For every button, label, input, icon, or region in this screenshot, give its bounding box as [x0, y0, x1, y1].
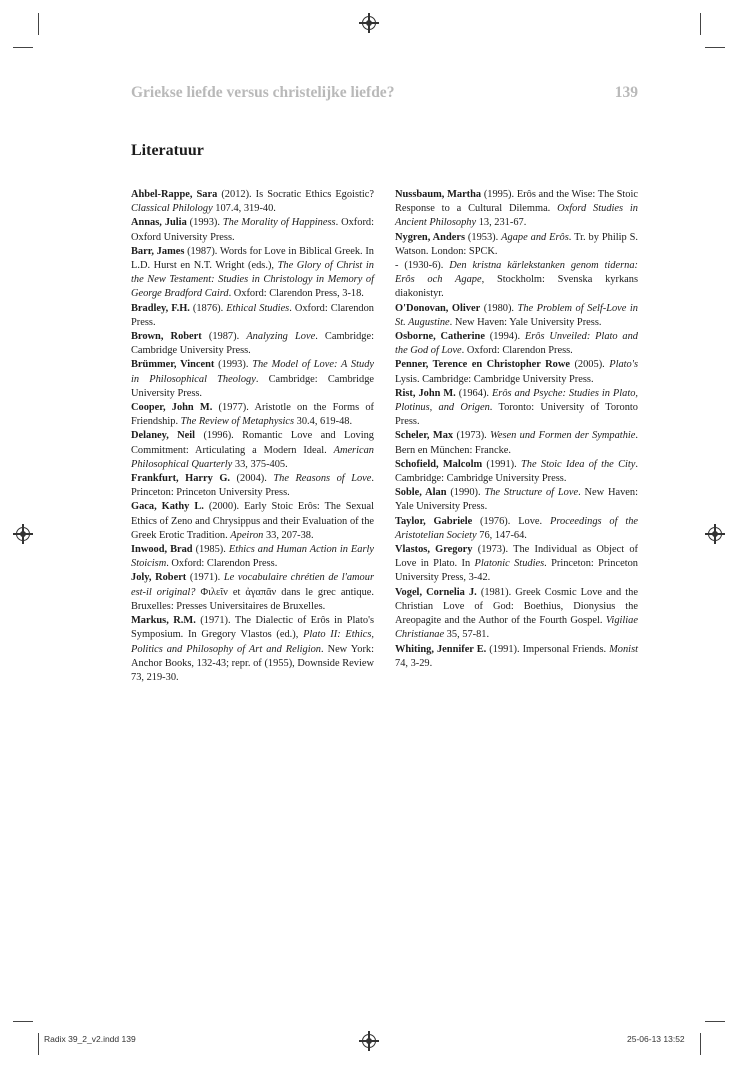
entry-details: (2012). Is Socratic Ethics Egoistic?	[217, 189, 374, 200]
entry-author: Brown, Robert	[131, 331, 202, 343]
bibliography-entry	[395, 515, 638, 543]
entry-author: Schofield, Malcolm	[395, 458, 483, 470]
crop-mark	[705, 1021, 725, 1022]
entry-publication: . Princeton: Princeton University Press, 3-42.	[395, 558, 638, 584]
bibliography-entry	[131, 472, 374, 500]
entry-author: Brümmer, Vincent	[131, 359, 215, 371]
entry-details: (1993).	[214, 359, 253, 371]
entry-author: Gaca, Kathy L.	[131, 501, 204, 513]
bibliography-entry	[131, 543, 374, 571]
bibliography-entry	[395, 231, 638, 259]
entry-author: Frankfurt, Harry G.	[131, 473, 231, 485]
entry-title: The Model of Love: A Study in Philosophical Theology	[131, 359, 375, 385]
entry-author: Nussbaum, Martha	[395, 189, 482, 200]
entry-publication: 35, 57-81.	[444, 629, 490, 641]
bibliography-entry	[131, 245, 374, 302]
bibliography-entry	[131, 429, 374, 472]
bibliography-entry	[395, 458, 638, 486]
entry-author: Nygren, Anders	[395, 231, 465, 243]
entry-title: American Philosophical Quarterly	[131, 444, 374, 470]
entry-publication: . Cambridge: Cambridge University Press.	[395, 458, 638, 485]
entry-author: Cooper, John M.	[131, 402, 213, 414]
bibliography-left-column	[131, 188, 374, 685]
entry-publication: 74, 3-29.	[395, 657, 433, 669]
entry-details: - (1930-6).	[395, 260, 450, 272]
entry-publication: . Bern en München: Francke.	[395, 430, 638, 456]
entry-publication: 107.4, 319-40.	[212, 203, 276, 215]
entry-title: Monist	[609, 643, 639, 655]
bibliography-entry	[131, 401, 374, 429]
crop-mark	[13, 47, 33, 48]
entry-publication: . Oxford: Clarendon Press.	[166, 558, 278, 570]
bibliography-entry	[131, 188, 374, 216]
section-title: Literatuur	[131, 142, 204, 159]
entry-details: (1993).	[186, 217, 223, 229]
crop-mark	[13, 1021, 33, 1022]
crop-mark	[700, 13, 701, 35]
entry-details: (1977). Aristotle on the Forms of Friendship.	[131, 402, 374, 428]
running-head-title: Griekse liefde versus christelijke liefde?	[131, 84, 395, 101]
bibliography-entry	[395, 188, 638, 231]
entry-title: Analyzing Love	[246, 331, 316, 343]
entry-details: (1980).	[480, 302, 518, 314]
entry-details: (1964).	[455, 387, 492, 399]
entry-author: Whiting, Jennifer E.	[395, 643, 487, 655]
entry-title: Plato II: Ethics, Politics and Philosophy of Art and Religion	[131, 629, 374, 655]
entry-author: Delaney, Neil	[131, 430, 196, 442]
slug-filename: Radix 39_2_v2.indd 139	[44, 1034, 136, 1044]
entry-publication: Φιλεῖν et ἀγαπᾶν dans le grec antique. Bruxelles: Presses Universitaires de Bruxelles.	[131, 586, 374, 612]
entry-details: (1971).	[186, 572, 224, 584]
entry-author: Bradley, F.H.	[131, 302, 190, 314]
entry-publication: . New Haven: Yale University Press.	[395, 487, 638, 513]
entry-title: The Morality of Happiness	[222, 217, 336, 229]
entry-author: Annas, Julia	[131, 217, 187, 229]
entry-author: Joly, Robert	[131, 572, 187, 584]
entry-author: Inwood, Brad	[131, 544, 193, 556]
bibliography-entry	[395, 387, 638, 430]
page-number: 139	[614, 84, 638, 101]
entry-publication: 33, 207-38.	[263, 529, 314, 541]
entry-author: Taylor, Gabriele	[395, 515, 473, 527]
entry-author: Penner, Terence en Christopher Rowe	[395, 359, 570, 371]
entry-details: (1953).	[465, 231, 502, 243]
entry-publication: . Oxford: Clarendon Press.	[461, 345, 573, 357]
entry-details: (2005).	[569, 359, 610, 371]
bibliography-entry	[395, 429, 638, 457]
entry-author: Vogel, Cornelia J.	[395, 586, 477, 598]
entry-title: The Structure of Love	[484, 487, 579, 499]
entry-author: Rist, John M.	[395, 387, 456, 399]
crop-mark	[700, 1033, 701, 1055]
entry-publication: . Cambridge: Cambridge University Press.	[131, 331, 374, 357]
entry-title: Den kristna kärlekstanken genom tiderna: Erôs och Agape	[395, 260, 638, 286]
entry-author: Markus, R.M.	[131, 615, 196, 627]
entry-title: Erôs Unveiled: Plato and the God of Love	[395, 331, 638, 357]
entry-title: Erôs and Psyche: Studies in Plato, Plotinus, and Origen	[395, 387, 638, 414]
bibliography-entry	[395, 259, 638, 302]
entry-publication: 30.4, 619-48.	[294, 416, 353, 428]
entry-author: Vlastos, Gregory	[395, 544, 473, 556]
entry-details: (1991). Impersonal Friends.	[486, 643, 610, 655]
entry-title: Platonic Studies	[474, 558, 545, 570]
entry-details: (1987). Words for Love in Biblical Greek. In L.D. Hurst en N.T. Wright (eds.),	[131, 245, 374, 272]
entry-details: (1990).	[446, 487, 485, 499]
registration-mark-icon	[16, 527, 30, 541]
entry-details: (2000). Early Stoic Erôs: The Sexual Ethics of Zeno and Chrysippus and their Evaluation of the Greek Erotic Tradition.	[131, 501, 374, 541]
entry-publication: 13, 231-67.	[476, 217, 527, 229]
entry-publication: 76, 147-64.	[476, 529, 527, 541]
entry-publication: . New York: Anchor Books, 132-43; repr. of (1955), Downside Review 73, 219-30.	[131, 643, 374, 683]
bibliography-right-column	[395, 188, 638, 671]
running-head	[131, 84, 638, 106]
registration-mark-icon	[362, 16, 376, 30]
entry-title: The Glory of Christ in the New Testament: Studies in Christology in Memory of George Bradford Caird	[131, 260, 374, 300]
entry-title: The Reasons of Love	[273, 473, 372, 485]
entry-title: The Review of Metaphysics	[180, 416, 295, 428]
entry-author: O'Donovan, Oliver	[395, 302, 481, 314]
entry-details: (1973). The Individual as Object of Love in Plato. In	[395, 544, 638, 570]
entry-details: (1987).	[201, 331, 247, 343]
entry-details: (1994).	[484, 331, 525, 343]
bibliography-entry	[395, 543, 638, 586]
entry-publication: . Oxford: Clarendon Press, 3-18.	[228, 288, 364, 300]
entry-details: (1981). Greek Cosmic Love and the Christian Love of God: Boethius, Dionysius the Areopagite and the Author of the Fourth Gospel.	[395, 586, 638, 627]
entry-publication: . Oxford: Oxford University Press.	[131, 217, 374, 243]
entry-details: (1976). Love.	[472, 515, 550, 527]
bibliography-entry	[395, 330, 638, 358]
crop-mark	[38, 13, 39, 35]
entry-publication: Lysis. Cambridge: Cambridge University Press.	[395, 373, 594, 385]
entry-publication: 33, 375-405.	[232, 458, 288, 470]
bibliography-entry	[131, 571, 374, 614]
entry-title: The Problem of Self-Love in St. Augustine	[395, 302, 638, 328]
entry-details: (1991).	[482, 458, 522, 470]
entry-author: Osborne, Catherine	[395, 331, 485, 343]
registration-mark-icon	[708, 527, 722, 541]
entry-details: (1876).	[189, 302, 227, 314]
entry-title: The Stoic Idea of the City	[521, 458, 636, 470]
bibliography-entry	[131, 330, 374, 358]
bibliography-entry	[395, 586, 638, 643]
entry-title: Le vocabulaire chrétien de l'amour est-il original?	[131, 572, 374, 598]
entry-publication: . Cambridge: Cambridge University Press.	[131, 373, 374, 399]
registration-mark-icon	[362, 1034, 376, 1048]
entry-title: Apeiron	[230, 529, 264, 541]
entry-title: Ethical Studies	[226, 302, 290, 314]
bibliography-entry	[395, 643, 638, 671]
bibliography-entry	[395, 302, 638, 330]
entry-details: (1996). Romantic Love and Loving Commitment: Articulating a Modern Ideal.	[131, 430, 375, 456]
entry-title: Agape and Erôs	[501, 231, 569, 243]
entry-details: (1995). Erôs and the Wise: The Stoic Response to a Cultural Dilemma.	[395, 189, 638, 215]
entry-details: (2004).	[230, 473, 274, 485]
entry-publication: . New Haven: Yale University Press.	[449, 316, 602, 328]
entry-title: Wesen und Formen der Sympathie	[490, 430, 636, 442]
entry-title: Oxford Studies in Ancient Philosophy	[395, 203, 639, 229]
entry-author: Barr, James	[131, 245, 185, 257]
bibliography-entry	[131, 358, 374, 401]
entry-publication: , Stockholm: Svenska kyrkans diakonistyr.	[395, 274, 638, 300]
entry-details: (1985).	[192, 544, 229, 556]
bibliography-entry	[131, 614, 374, 685]
entry-details: (1973).	[453, 430, 491, 442]
bibliography-entry	[131, 216, 374, 244]
entry-author: Ahbel-Rappe, Sara	[131, 189, 218, 200]
entry-title: Classical Philology	[131, 203, 213, 215]
slug-date: 25-06-13 13:52	[627, 1034, 685, 1044]
entry-details: (1971). The Dialectic of Erôs in Plato's Symposium. In Gregory Vlastos (ed.),	[131, 615, 374, 641]
entry-publication: . Princeton: Princeton University Press.	[131, 473, 374, 499]
entry-title: Proceedings of the Aristotelian Society	[395, 515, 639, 541]
entry-publication: . Toronto: University of Toronto Press.	[395, 402, 638, 428]
bibliography-entry	[131, 302, 374, 330]
entry-author: Soble, Alan	[395, 487, 447, 499]
entry-title: Vigiliae Christianae	[395, 615, 638, 641]
bibliography-entry	[131, 500, 374, 543]
bibliography-entry	[395, 358, 638, 386]
crop-mark	[705, 47, 725, 48]
entry-title: Ethics and Human Action in Early Stoicism	[131, 544, 374, 570]
entry-publication: . Tr. by Philip S. Watson. London: SPCK.	[395, 231, 638, 257]
entry-title: Plato's	[609, 359, 638, 371]
entry-publication: . Oxford: Clarendon Press.	[131, 302, 374, 328]
bibliography-entry	[395, 486, 638, 514]
entry-author: Scheler, Max	[395, 430, 454, 442]
crop-mark	[38, 1033, 39, 1055]
